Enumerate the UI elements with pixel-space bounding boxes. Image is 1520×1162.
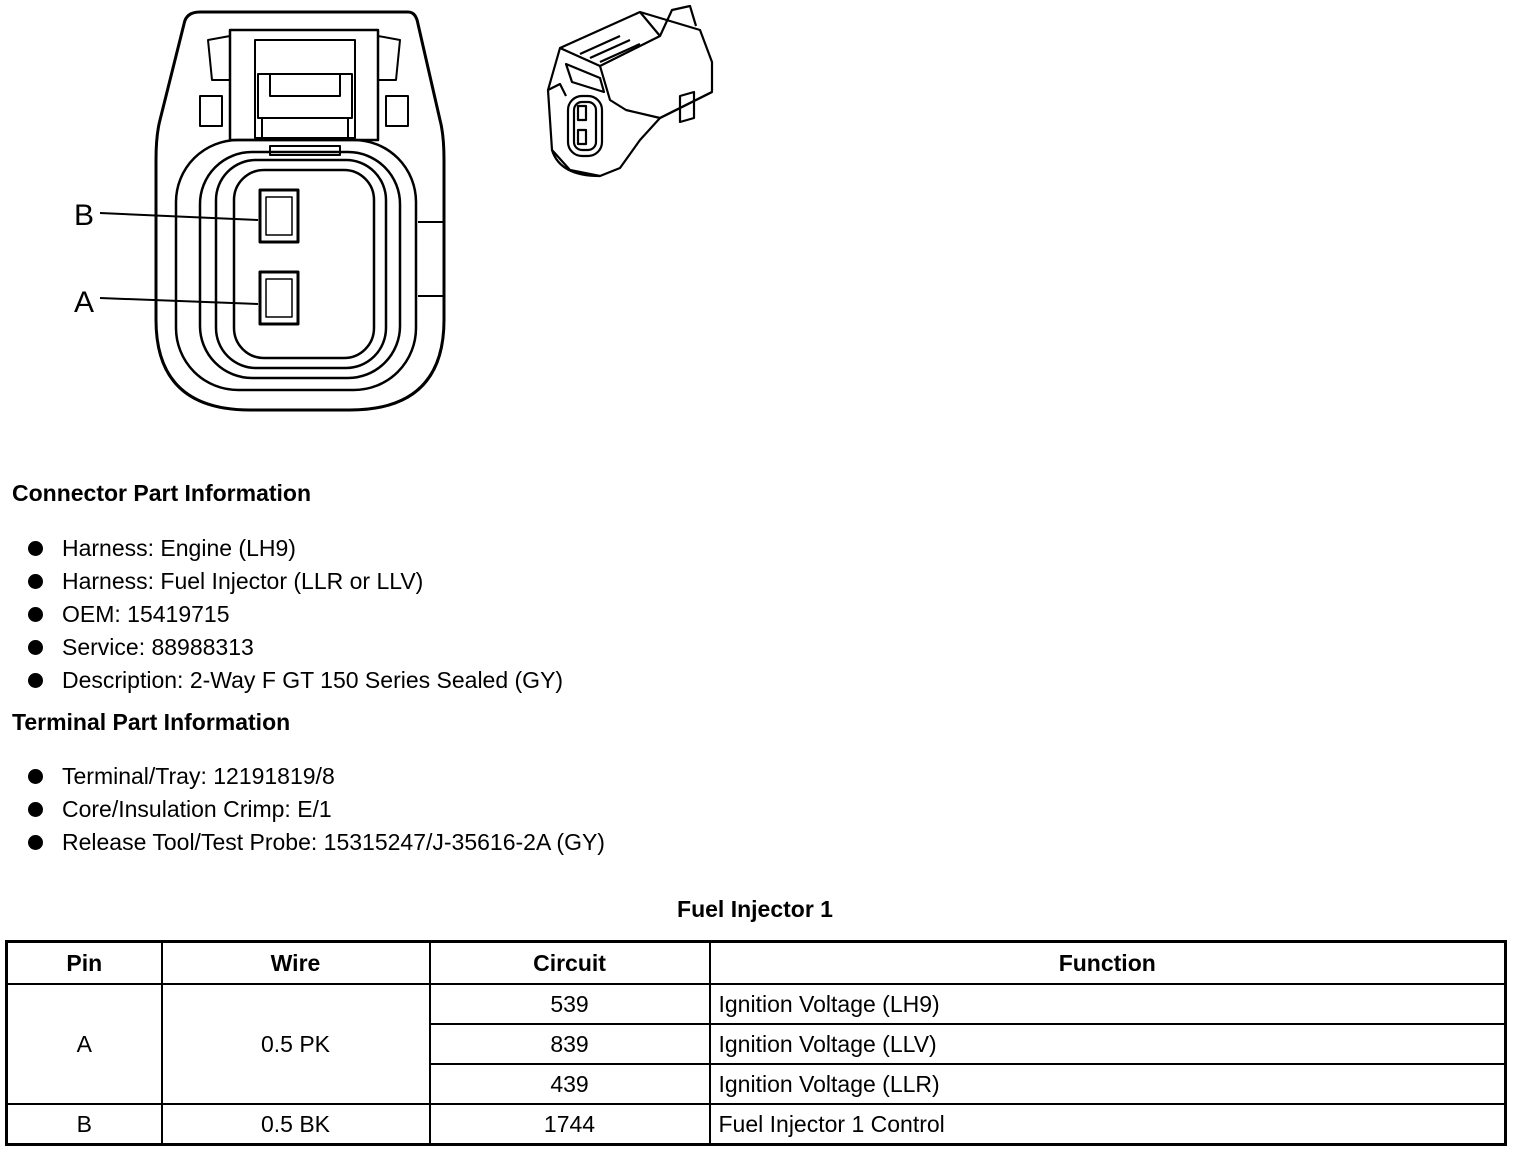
function-cell: Fuel Injector 1 Control — [710, 1104, 1506, 1145]
pin-label-a: A — [74, 286, 95, 319]
connector-isometric-view — [548, 6, 712, 176]
table-header-row — [7, 942, 1506, 985]
bullet-icon — [28, 673, 43, 688]
function-cell: Ignition Voltage (LH9) — [710, 984, 1506, 1024]
connector-info-list — [28, 532, 563, 697]
wire-cell: 0.5 BK — [162, 1104, 430, 1145]
connector-info-title: Connector Part Information — [12, 480, 312, 506]
list-item: Core/Insulation Crimp: E/1 — [28, 793, 605, 826]
bullet-icon — [28, 802, 43, 817]
list-item: Service: 88988313 — [28, 631, 563, 664]
table-title: Fuel Injector 1 — [677, 896, 833, 922]
list-item: Harness: Fuel Injector (LLR or LLV) — [28, 565, 563, 598]
pin-label-b: B — [74, 199, 95, 232]
circuit-cell: 1744 — [430, 1104, 710, 1145]
circuit-cell: 539 — [430, 984, 710, 1024]
list-item: OEM: 15419715 — [28, 598, 563, 631]
wire-cell: 0.5 PK — [162, 984, 430, 1104]
list-item: Release Tool/Test Probe: 15315247/J-35616-2A (GY) — [28, 826, 605, 859]
function-cell: Ignition Voltage (LLV) — [710, 1024, 1506, 1064]
list-item: Terminal/Tray: 12191819/8 — [28, 760, 605, 793]
connector-diagram — [0, 0, 760, 440]
circuit-cell: 839 — [430, 1024, 710, 1064]
bullet-icon — [28, 835, 43, 850]
table-row — [7, 1104, 1506, 1145]
list-item: Harness: Engine (LH9) — [28, 532, 563, 565]
pin-cell: A — [7, 984, 162, 1104]
bullet-icon — [28, 640, 43, 655]
column-header-wire: Wire — [162, 942, 430, 985]
terminal-info-title: Terminal Part Information — [12, 709, 291, 735]
bullet-icon — [28, 607, 43, 622]
bullet-icon — [28, 769, 43, 784]
pinout-table — [5, 940, 1507, 1146]
bullet-icon — [28, 574, 43, 589]
terminal-info-list — [28, 760, 605, 859]
table-row — [7, 984, 1506, 1024]
circuit-cell: 439 — [430, 1064, 710, 1104]
list-item: Description: 2-Way F GT 150 Series Sealed (GY) — [28, 664, 563, 697]
column-header-circuit: Circuit — [430, 942, 710, 985]
function-cell: Ignition Voltage (LLR) — [710, 1064, 1506, 1104]
bullet-icon — [28, 541, 43, 556]
pin-cell: B — [7, 1104, 162, 1145]
column-header-pin: Pin — [7, 942, 162, 985]
column-header-function: Function — [710, 942, 1506, 985]
